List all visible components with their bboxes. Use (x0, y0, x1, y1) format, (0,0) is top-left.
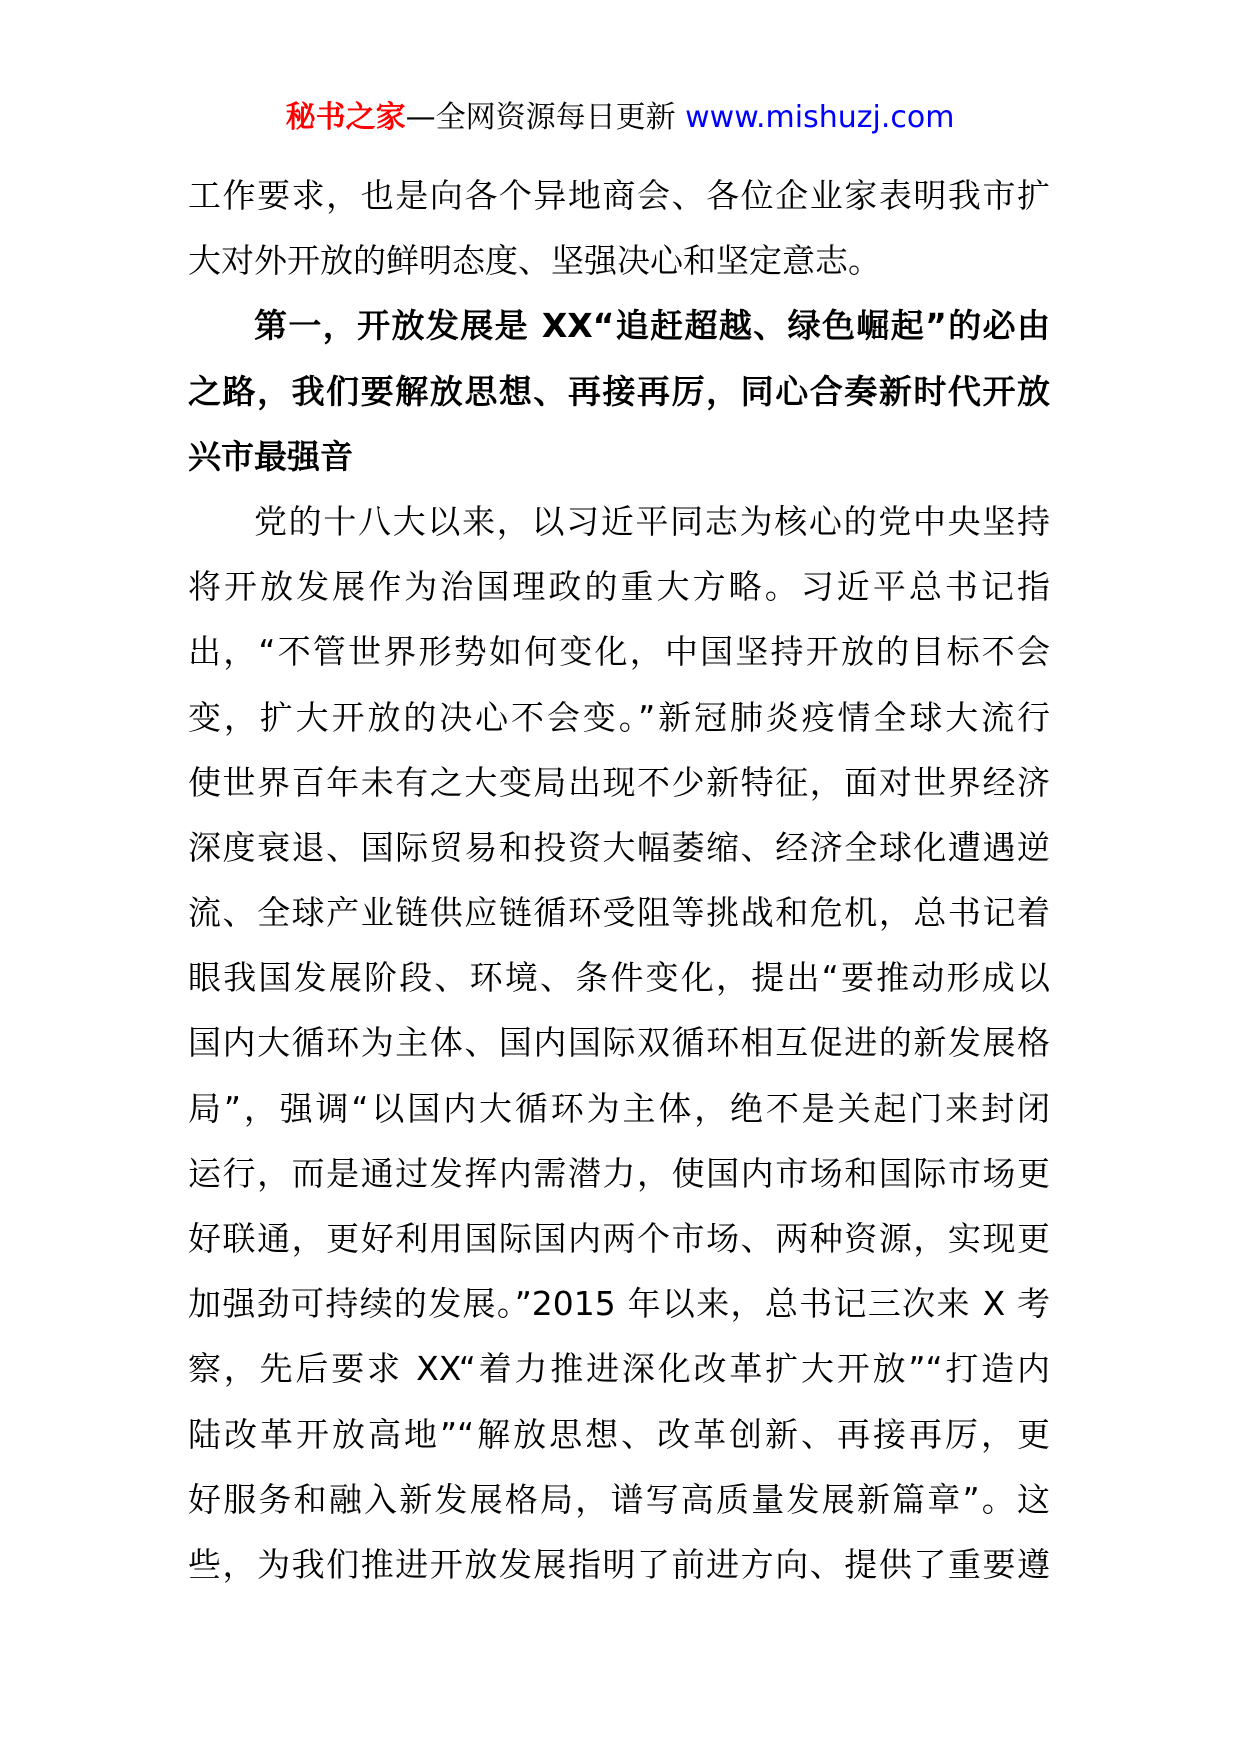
text-line: 变，扩大开放的决心不会变。”新冠肺炎疫情全球大流行 (188, 697, 1050, 737)
text-line: 好服务和融入新发展格局，谱写高质量发展新篇章”。这 (188, 1479, 1050, 1519)
text-line: 大对外开放的鲜明态度、坚强决心和坚定意志。 (188, 241, 881, 281)
brand-name: 秘书之家 (285, 100, 406, 135)
section-heading-line: 之路，我们要解放思想、再接再厉，同心合奏新时代开放 (188, 371, 1050, 411)
section-heading-line: 第一，开放发展是 XX“追赶超越、绿色崛起”的必由 (254, 306, 1050, 346)
text-line: 工作要求，也是向各个异地商会、各位企业家表明我市扩 (188, 176, 1050, 215)
text-line: 加强劲可持续的发展。”2015 年以来，总书记三次来 X 考 (188, 1284, 1050, 1324)
website-link[interactable]: www.mishuzj.com (685, 100, 955, 135)
text-line: 将开放发展作为治国理政的重大方略。习近平总书记指 (188, 567, 1050, 607)
text-line: 党的十八大以来，以习近平同志为核心的党中央坚持 (254, 501, 1050, 541)
page-header (0, 98, 1240, 138)
text-line: 深度衰退、国际贸易和投资大幅萎缩、经济全球化遭遇逆 (188, 827, 1050, 867)
header-tagline: —全网资源每日更新 (405, 100, 676, 135)
text-line: 使世界百年未有之大变局出现不少新特征，面对世界经济 (188, 762, 1050, 802)
text-line: 流、全球产业链供应链循环受阻等挑战和危机，总书记着 (188, 893, 1050, 933)
text-line: 好联通，更好利用国际国内两个市场、两种资源，实现更 (188, 1219, 1050, 1258)
text-line: 局”，强调“以国内大循环为主体，绝不是关起门来封闭 (188, 1088, 1050, 1128)
text-line: 些，为我们推进开放发展指明了前进方向、提供了重要遵 (188, 1544, 1050, 1584)
section-heading-line: 兴市最强音 (188, 436, 353, 476)
document-body (188, 163, 1050, 1597)
text-line: 出，“不管世界形势如何变化，中国坚持开放的目标不会 (188, 632, 1050, 672)
text-line: 运行，而是通过发挥内需潜力，使国内市场和国际市场更 (188, 1153, 1050, 1193)
text-line: 国内大循环为主体、国内国际双循环相互促进的新发展格 (188, 1023, 1050, 1063)
text-line: 眼我国发展阶段、环境、条件变化，提出“要推动形成以 (188, 958, 1050, 998)
text-line: 陆改革开放高地”“解放思想、改革创新、再接再厉，更 (188, 1414, 1050, 1454)
text-line: 察，先后要求 XX“着力推进深化改革扩大开放”“打造内 (188, 1349, 1050, 1389)
